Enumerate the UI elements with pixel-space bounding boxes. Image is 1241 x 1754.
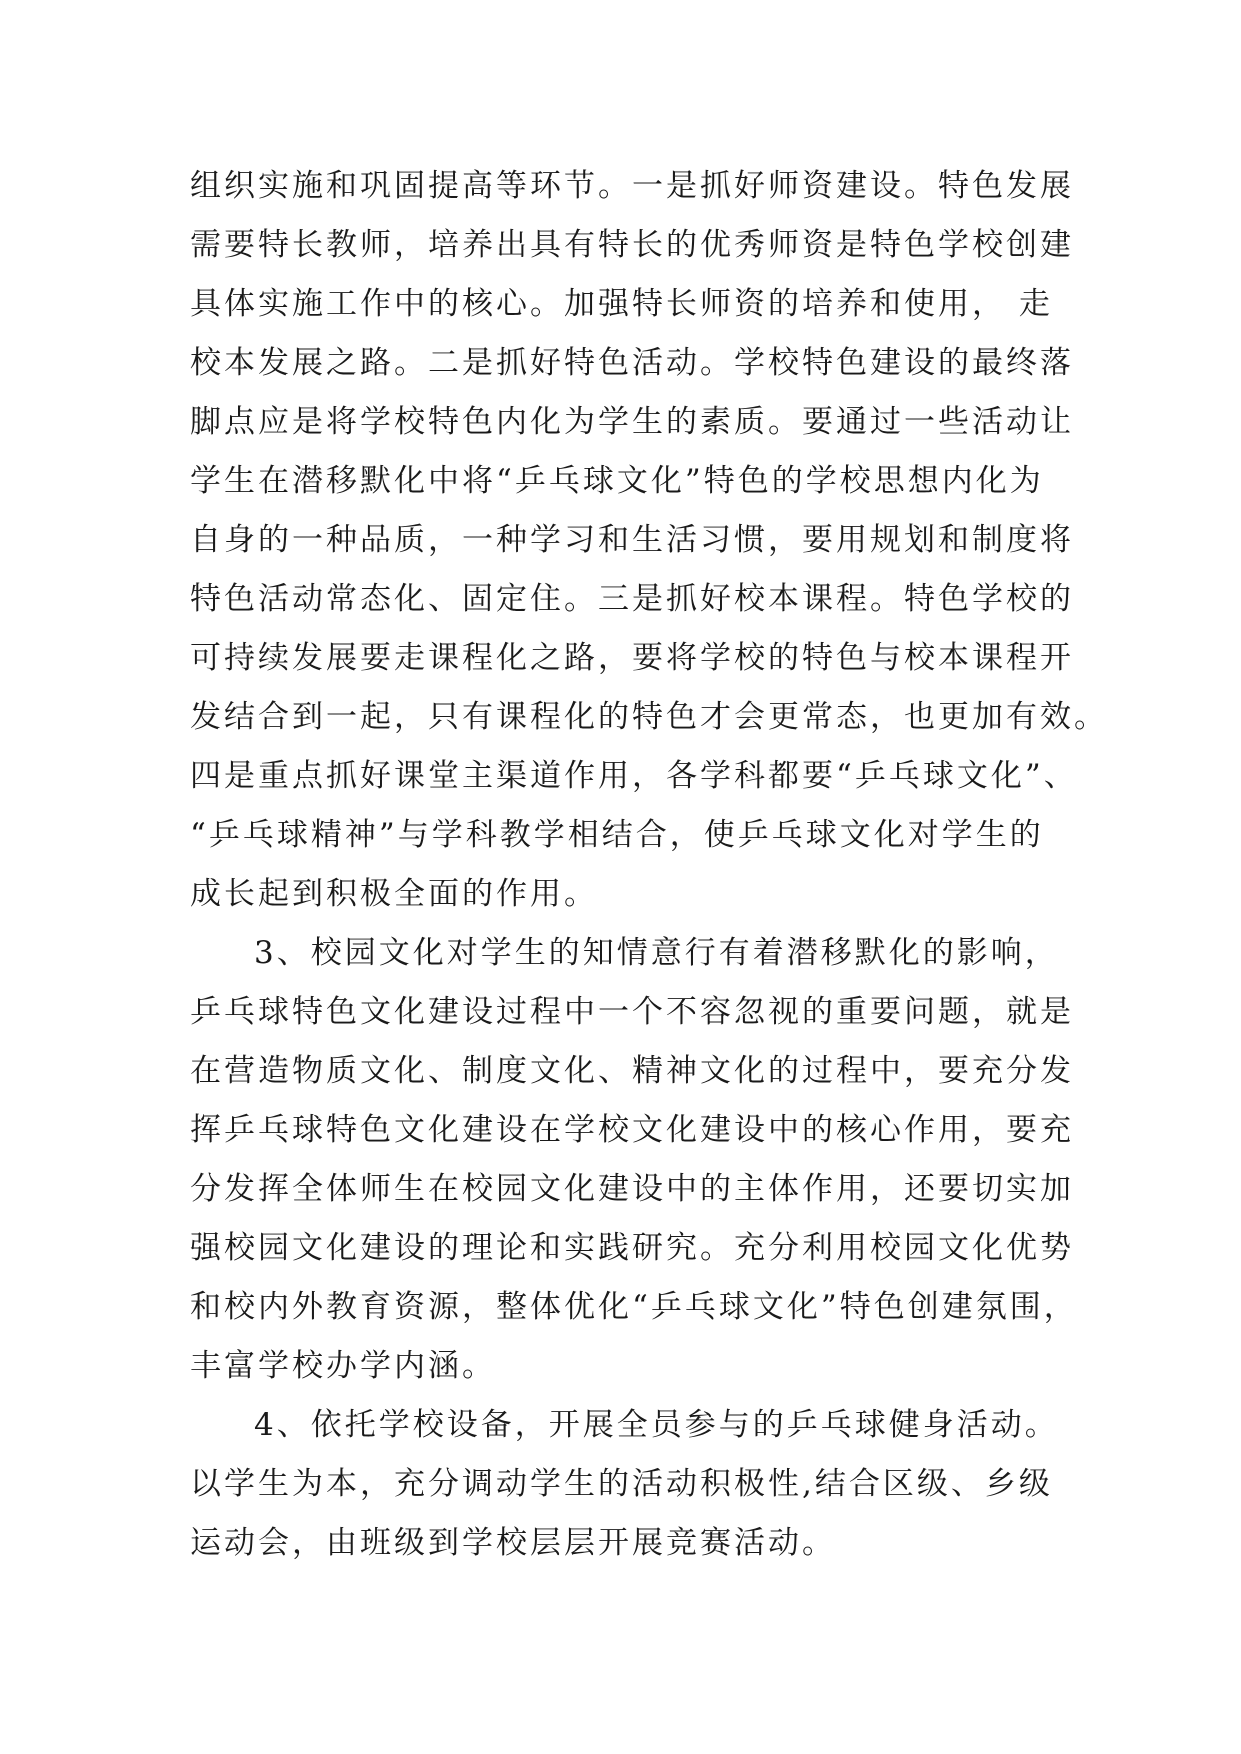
text-line: 3、校园文化对学生的知情意行有着潜移默化的影响，	[254, 935, 1059, 971]
text-line: 发结合到一起，只有课程化的特色才会更常态，也更加有效。	[190, 699, 1108, 735]
text-line: 乒乓球特色文化建设过程中一个不容忽视的重要问题，就是	[190, 994, 1074, 1030]
text-line: 4、依托学校设备，开展全员参与的乒乓球健身活动。	[254, 1407, 1059, 1443]
text-line: 自身的一种品质，一种学习和生活习惯，要用规划和制度将	[190, 522, 1074, 558]
text-line: 丰富学校办学内涵。	[190, 1348, 496, 1384]
text-line: 在营造物质文化、制度文化、精神文化的过程中，要充分发	[190, 1053, 1074, 1089]
text-line: 校本发展之路。二是抓好特色活动。学校特色建设的最终落	[190, 345, 1074, 381]
text-line: 分发挥全体师生在校园文化建设中的主体作用，还要切实加	[190, 1171, 1074, 1207]
paragraph-campus-culture	[190, 924, 1078, 1396]
text-line: 特色活动常态化、固定住。三是抓好校本课程。特色学校的	[190, 581, 1074, 617]
text-line: 四是重点抓好课堂主渠道作用，各学科都要“乒乓球文化”、	[190, 758, 1078, 794]
text-line: 脚点应是将学校特色内化为学生的素质。要通过一些活动让	[190, 404, 1074, 440]
text-line: 和校内外教育资源，整体优化“乒乓球文化”特色创建氛围，	[190, 1289, 1078, 1325]
text-line: “乒乓球精神”与学科教学相结合，使乒乓球文化对学生的	[190, 817, 1044, 853]
text-line: 组织实施和巩固提高等环节。一是抓好师资建设。特色发展	[190, 168, 1074, 204]
text-line: 运动会，由班级到学校层层开展竞赛活动。	[190, 1525, 836, 1561]
text-line: 可持续发展要走课程化之路，要将学校的特色与校本课程开	[190, 640, 1074, 676]
text-line: 学生在潜移默化中将“乒乓球文化”特色的学校思想内化为	[190, 463, 1044, 499]
text-line: 具体实施工作中的核心。加强特长师资的培养和使用， 走	[190, 286, 1053, 322]
text-line: 挥乒乓球特色文化建设在学校文化建设中的核心作用，要充	[190, 1112, 1074, 1148]
text-line: 强校园文化建设的理论和实践研究。充分利用校园文化优势	[190, 1230, 1074, 1266]
paragraph-teacher-activities-curriculum	[190, 157, 1108, 924]
document-body	[190, 157, 1108, 1573]
text-line: 成长起到积极全面的作用。	[190, 876, 598, 912]
text-line: 以学生为本，充分调动学生的活动积极性,结合区级、乡级	[190, 1466, 1053, 1502]
text-line: 需要特长教师，培养出具有特长的优秀师资是特色学校创建	[190, 227, 1074, 263]
paragraph-fitness-activities	[190, 1396, 1070, 1573]
